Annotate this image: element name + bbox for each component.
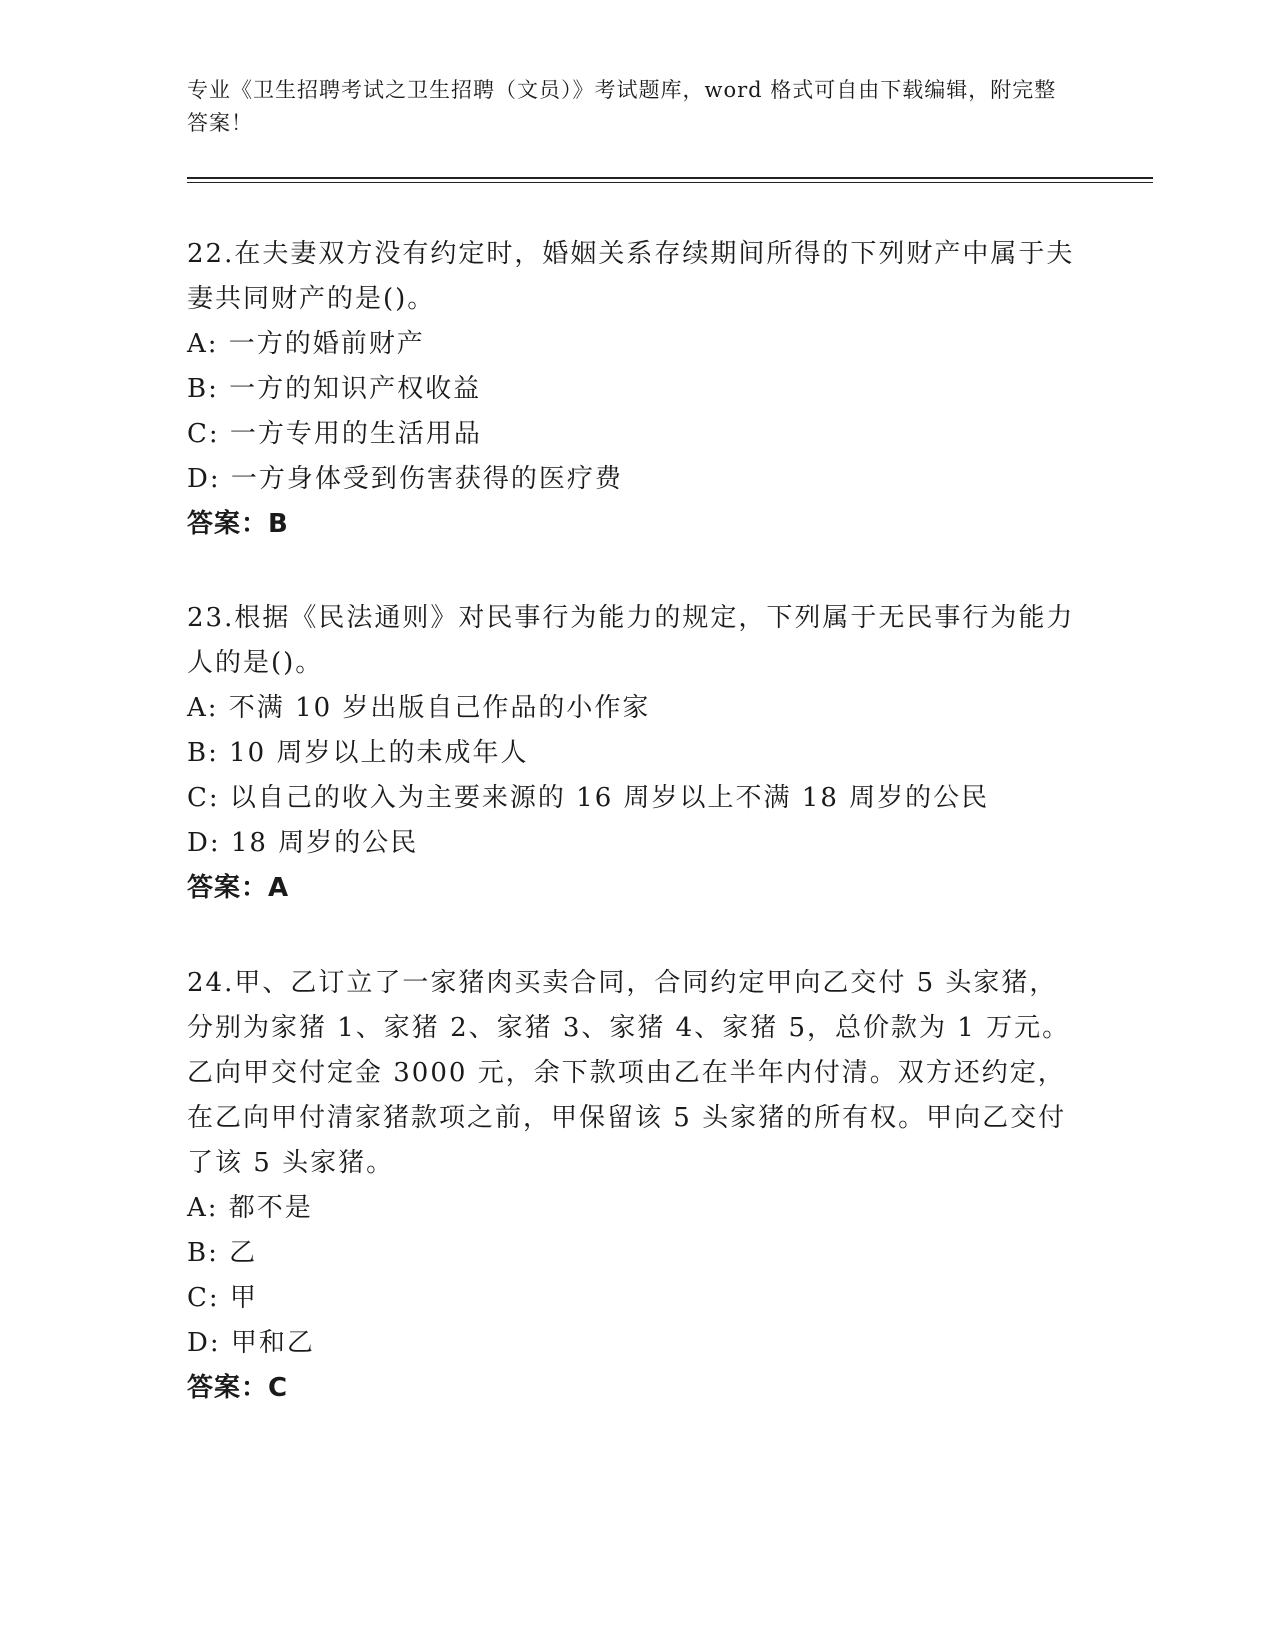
option-b: B: 一方的知识产权收益 xyxy=(187,374,482,404)
header-divider-thick xyxy=(187,177,1153,179)
document-header: 专业《卫生招聘考试之卫生招聘（文员）》考试题库，word 格式可自由下载编辑，附完整答案！ xyxy=(187,78,1057,135)
option-d: D: 18 周岁的公民 xyxy=(187,828,419,858)
option-a: A: 都不是 xyxy=(187,1193,313,1223)
option-a: A: 一方的婚前财产 xyxy=(187,329,425,359)
question-stem: 22.在夫妻双方没有约定时，婚姻关系存续期间所得的下列财产中属于夫妻共同财产的是()。 xyxy=(187,239,1075,314)
question-stem: 24.甲、乙订立了一家猪肉买卖合同，合同约定甲向乙交付 5 头家猪，分别为家猪 1、家猪 2、家猪 3、家猪 4、家猪 5，总价款为 1 万元。乙向甲交付定金 3000 元，余下款项由乙在半年内付清。双方还约定，在乙向甲付清家猪款项之前，甲保留该 5 头家猪的所有权。甲向乙交付了该 5 头家猪。 xyxy=(187,968,1071,1178)
option-c: C: 以自己的收入为主要来源的 16 周岁以上不满 18 周岁的公民 xyxy=(187,783,990,813)
option-b: B: 10 周岁以上的未成年人 xyxy=(187,738,529,768)
header-divider-thin xyxy=(187,182,1153,183)
question-24 xyxy=(187,961,1077,1411)
option-c: C: 一方专用的生活用品 xyxy=(187,419,482,449)
answer: 答案：C xyxy=(187,1373,289,1403)
question-stem: 23.根据《民法通则》对民事行为能力的规定，下列属于无民事行为能力人的是()。 xyxy=(187,603,1075,678)
answer: 答案：A xyxy=(187,873,290,903)
option-d: D: 一方身体受到伤害获得的医疗费 xyxy=(187,464,623,494)
question-22 xyxy=(187,232,1077,547)
option-b: B: 乙 xyxy=(187,1238,258,1268)
question-23 xyxy=(187,596,1077,911)
option-d: D: 甲和乙 xyxy=(187,1328,315,1358)
option-a: A: 不满 10 岁出版自己作品的小作家 xyxy=(187,693,651,723)
option-c: C: 甲 xyxy=(187,1283,258,1313)
answer: 答案：B xyxy=(187,509,289,539)
